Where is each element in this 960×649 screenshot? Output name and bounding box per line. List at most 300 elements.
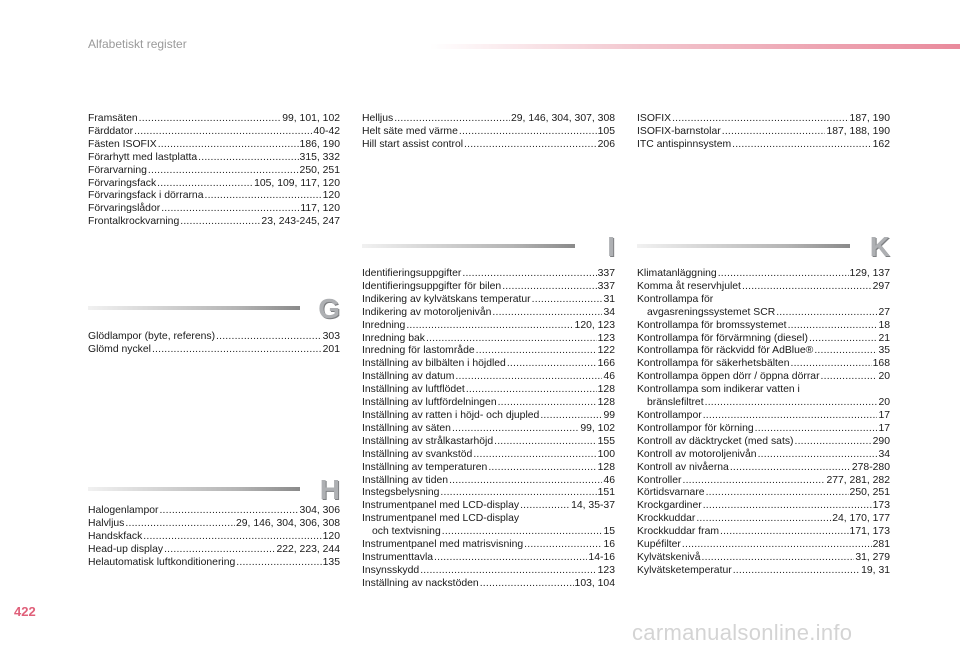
leader-dots	[449, 475, 602, 488]
leader-dots	[507, 358, 597, 371]
index-list-h-cont	[362, 113, 615, 152]
index-entry-pages: 123	[597, 332, 615, 344]
section-letter-h: H	[319, 474, 340, 505]
index-entry	[362, 333, 615, 346]
leader-dots	[776, 307, 877, 320]
index-entry-text: Glömd nyckel	[88, 343, 151, 355]
leader-dots	[205, 190, 322, 203]
index-entry-text: Kontrollampa öppen dörr / öppna dörrar	[637, 371, 820, 383]
index-entry	[637, 320, 890, 333]
index-entry-pages: 278-280	[851, 461, 890, 473]
index-entry	[362, 397, 615, 410]
index-entry-text: Handskfack	[88, 530, 143, 542]
index-entry	[362, 436, 615, 449]
index-entry-pages: 21	[878, 332, 890, 344]
index-entry	[362, 371, 615, 384]
leader-dots	[494, 436, 597, 449]
leader-dots	[790, 358, 871, 371]
index-entry-text: Inställning av ratten i höjd- och djupled	[362, 409, 540, 421]
leader-dots	[420, 565, 596, 578]
leader-dots	[722, 126, 826, 139]
leader-dots	[159, 505, 298, 518]
index-entry	[637, 307, 890, 320]
index-entry	[637, 526, 890, 539]
index-entry-pages: 120, 123	[574, 319, 615, 331]
leader-dots	[821, 371, 878, 384]
index-entry-text: Inställning av temperaturen	[362, 461, 488, 473]
index-entry	[88, 178, 340, 191]
index-entry-pages: 46	[603, 474, 615, 486]
leader-dots	[464, 139, 597, 152]
leader-dots	[480, 578, 574, 591]
index-entry	[637, 436, 890, 449]
index-entry	[637, 371, 890, 384]
index-list-g	[88, 331, 340, 357]
leader-dots	[152, 344, 322, 357]
leader-dots	[426, 333, 597, 346]
index-entry	[637, 358, 890, 371]
index-entry-text: ITC antispinnsystem	[637, 138, 732, 150]
leader-dots	[672, 113, 848, 126]
leader-dots	[520, 500, 570, 513]
leader-dots	[452, 423, 579, 436]
index-entry-text: Komma åt reservhjulet	[637, 280, 741, 292]
index-entry	[362, 294, 615, 307]
index-entry	[362, 423, 615, 436]
index-entry-pages: 15	[603, 526, 615, 538]
index-entry	[637, 423, 890, 436]
leader-dots	[706, 487, 849, 500]
index-entry-text: Klimatanläggning	[637, 268, 717, 279]
index-entry-pages: 304, 306	[299, 505, 340, 516]
leader-dots	[161, 203, 299, 216]
leader-dots	[442, 526, 603, 539]
index-entry-pages: 201	[322, 343, 340, 355]
index-entry-pages: 337	[597, 280, 615, 292]
index-entry-pages: 222, 223, 244	[276, 543, 340, 555]
index-entry	[362, 475, 615, 488]
index-entry-text: Instrumentpanel med LCD-display	[362, 500, 520, 512]
leader-dots	[164, 544, 275, 557]
index-entry-pages: 18	[878, 319, 890, 331]
index-entry	[88, 531, 340, 544]
index-entry	[362, 500, 615, 513]
leader-dots	[473, 449, 596, 462]
leader-dots	[139, 113, 282, 126]
leader-dots	[455, 371, 602, 384]
index-entry-text: Kontrollampor	[637, 409, 702, 421]
index-entry-text: Instrumenttavla	[362, 551, 434, 563]
index-entry-pages: 135	[322, 556, 340, 568]
index-entry-text: Helljus	[362, 113, 394, 124]
leader-dots	[492, 307, 602, 320]
index-entry	[88, 139, 340, 152]
index-entry-pages: 34	[878, 448, 890, 460]
index-entry-text: och textvisning	[372, 526, 441, 538]
running-header-title: Alfabetiskt register	[88, 37, 187, 51]
index-entry-text: Krockgardiner	[637, 500, 702, 512]
leader-dots	[795, 436, 872, 449]
index-entry	[88, 518, 340, 531]
index-entry	[88, 113, 340, 126]
index-entry	[362, 268, 615, 281]
index-entry-pages: 40-42	[313, 125, 340, 137]
index-entry-text: Hill start assist control	[362, 138, 464, 150]
index-entry-text: Inställning av luftflödet	[362, 384, 465, 396]
index-entry-text: avgasreningssystemet SCR	[647, 306, 776, 318]
section-header-g	[88, 293, 340, 323]
index-entry-text: Kontrollampa för säkerhetsbälten	[637, 358, 790, 370]
index-entry-pages: 171, 173	[849, 526, 890, 538]
index-entry	[637, 513, 890, 526]
index-entry-text: Instegsbelysning	[362, 487, 440, 499]
leader-dots	[476, 345, 597, 358]
index-list-k	[637, 268, 890, 578]
index-entry	[362, 384, 615, 397]
index-entry-pages: 168	[872, 358, 890, 370]
leader-dots	[180, 216, 260, 229]
index-entry-text: Inställning av strålkastarhöjd	[362, 435, 494, 447]
index-entry-text: Inställning av datum	[362, 371, 455, 383]
index-entry	[88, 557, 340, 570]
index-entry-text: Förvaringsfack i dörrarna	[88, 190, 204, 202]
index-entry-pages: 14-16	[588, 551, 615, 563]
index-entry-pages: 31	[603, 293, 615, 305]
leader-dots	[730, 462, 851, 475]
index-entry-text: Indikering av motoroljenivån	[362, 306, 492, 318]
index-entry	[637, 268, 890, 281]
index-entry-text: Kontrollampa för räckvidd för AdBlue®	[637, 345, 814, 357]
leader-dots	[440, 487, 596, 500]
index-entry-text: Helautomatisk luftkonditionering	[88, 556, 236, 568]
leader-dots	[532, 294, 603, 307]
leader-dots	[488, 462, 596, 475]
section-header-k	[637, 231, 890, 261]
leader-dots	[758, 449, 878, 462]
index-entry-pages: 162	[872, 138, 890, 150]
index-entry-text: Inredning	[362, 319, 406, 331]
section-divider	[637, 244, 850, 248]
leader-dots	[406, 320, 573, 333]
index-entry-pages: 105	[597, 125, 615, 137]
index-entry-text: Inställning av bilbälten i höjdled	[362, 358, 506, 370]
index-entry-pages: 17	[878, 409, 890, 421]
index-entry-pages: 206	[597, 138, 615, 150]
index-entry	[362, 358, 615, 371]
index-entry-pages: 166	[597, 358, 615, 370]
leader-dots	[158, 139, 299, 152]
index-entry-pages: 123	[597, 564, 615, 576]
leader-dots	[540, 410, 602, 423]
leader-dots	[703, 410, 878, 423]
index-entry-text: Halvljus	[88, 517, 125, 529]
section-letter-i: I	[607, 231, 615, 262]
index-entry-text: Inställning av nackstöden	[362, 577, 479, 589]
index-entry-pages: 297	[872, 280, 890, 292]
index-entry-text: Inställning av luftfördelningen	[362, 397, 497, 409]
index-entry	[637, 539, 890, 552]
leader-dots	[720, 526, 849, 539]
index-entry-text: Head-up display	[88, 543, 164, 555]
section-divider	[88, 487, 300, 491]
index-entry-pages: 35	[878, 345, 890, 357]
index-entry-text: Kontroll av däcktrycket (med sats)	[637, 435, 794, 447]
index-entry-pages: 103, 104	[574, 577, 615, 589]
index-entry-pages: 14, 35-37	[571, 500, 615, 512]
index-entry-pages: 151	[597, 487, 615, 499]
index-entry-pages: 105, 109, 117, 120	[254, 177, 340, 189]
index-entry-text: Instrumentpanel med matrisvisning	[362, 539, 524, 551]
section-header-i	[362, 231, 615, 261]
index-entry-pages: 122	[597, 345, 615, 357]
index-entry-pages: 128	[597, 397, 615, 409]
index-entry-text: Identifieringsuppgifter för bilen	[362, 280, 502, 292]
leader-dots	[125, 518, 235, 531]
leader-dots	[434, 552, 587, 565]
index-entry-text: Kontrollampa för förvärmning (diesel)	[637, 332, 808, 344]
index-entry	[637, 397, 890, 410]
index-entry-text: Framsäten	[88, 113, 138, 124]
index-entry-text: Förvaringslådor	[88, 203, 161, 215]
index-entry-text: Förarhytt med lastplatta	[88, 151, 198, 163]
index-entry-pages: 120	[322, 530, 340, 542]
index-entry-text: Inställning av tiden	[362, 474, 449, 486]
index-entry	[362, 345, 615, 358]
index-entry	[362, 281, 615, 294]
section-letter-g: G	[318, 293, 340, 324]
watermark: carmanualsonline.info	[632, 620, 853, 645]
index-entry	[637, 449, 890, 462]
index-entry-text: Halogenlampor	[88, 505, 159, 516]
index-entry	[88, 126, 340, 139]
leader-dots	[394, 113, 510, 126]
leader-dots	[788, 320, 878, 333]
index-entry	[362, 552, 615, 565]
section-divider	[362, 244, 575, 248]
index-entry	[88, 165, 340, 178]
index-entry	[88, 216, 340, 229]
index-entry	[88, 344, 340, 357]
index-entry-text: ISOFIX	[637, 113, 672, 124]
index-entry	[637, 294, 890, 307]
index-entry	[637, 345, 890, 358]
index-entry-text: Kontroller	[637, 474, 682, 486]
index-entry-pages: 250, 251	[299, 164, 340, 176]
index-entry-pages: 277, 281, 282	[826, 474, 890, 486]
index-entry-pages: 315, 332	[299, 151, 340, 163]
index-entry	[637, 126, 890, 139]
index-entry	[637, 333, 890, 346]
index-entry-pages: 99, 101, 102	[282, 113, 340, 124]
index-entry	[362, 462, 615, 475]
index-entry	[637, 410, 890, 423]
index-entry-text: Färddator	[88, 125, 134, 137]
index-entry-pages: 29, 146, 304, 307, 308	[511, 113, 615, 124]
index-entry	[362, 126, 615, 139]
index-entry-pages: 34	[603, 306, 615, 318]
index-entry	[362, 539, 615, 552]
index-entry	[88, 331, 340, 344]
index-list-f	[88, 113, 340, 229]
index-entry-text: Kontroll av motoroljenivån	[637, 448, 757, 460]
index-entry	[362, 410, 615, 423]
index-list-h	[88, 505, 340, 570]
section-letter-k: K	[869, 231, 890, 262]
index-entry-text: Kontroll av nivåerna	[637, 461, 729, 473]
index-entry-pages: 120	[322, 190, 340, 202]
index-entry	[362, 526, 615, 539]
index-entry	[362, 487, 615, 500]
index-entry	[362, 139, 615, 152]
leader-dots	[718, 268, 849, 281]
index-entry	[637, 552, 890, 565]
index-entry-text: Krockkuddar	[637, 513, 696, 525]
index-entry	[637, 475, 890, 488]
leader-dots	[732, 139, 872, 152]
index-entry-text: Indikering av kylvätskans temperatur	[362, 293, 531, 305]
index-entry-pages: 281	[872, 539, 890, 551]
index-entry	[637, 500, 890, 513]
index-entry-pages: 129, 137	[849, 268, 890, 279]
index-entry-pages: 29, 146, 304, 306, 308	[236, 517, 340, 529]
index-entry-pages: 128	[597, 461, 615, 473]
index-entry	[637, 487, 890, 500]
index-entry	[362, 565, 615, 578]
index-entry	[637, 113, 890, 126]
index-entry-pages: 155	[597, 435, 615, 447]
leader-dots	[755, 423, 878, 436]
index-entry	[362, 113, 615, 126]
leader-dots	[198, 152, 298, 165]
index-entry	[637, 281, 890, 294]
section-divider	[88, 306, 300, 310]
index-entry-pages: 128	[597, 384, 615, 396]
index-entry-text: Körtidsvarnare	[637, 487, 705, 499]
index-list-i	[362, 268, 615, 591]
leader-dots	[459, 126, 597, 139]
index-entry-text: Glödlampor (byte, referens)	[88, 331, 216, 342]
index-entry	[88, 190, 340, 203]
index-entry-text: Kylvätskenivå	[637, 551, 701, 563]
index-entry-text: bränslefiltret	[647, 397, 704, 409]
index-entry-pages: 31, 279	[855, 551, 890, 563]
index-entry-pages: 20	[878, 397, 890, 409]
index-entry-text: Inredning bak	[362, 332, 425, 344]
leader-dots	[809, 333, 877, 346]
index-entry-text: Kontrollampa som indikerar vatten i	[637, 384, 800, 396]
index-entry-text: Instrumentpanel med LCD-display	[362, 513, 520, 525]
leader-dots	[696, 513, 831, 526]
leader-dots	[703, 500, 872, 513]
index-entry	[88, 544, 340, 557]
index-entry-text: Fästen ISOFIX	[88, 138, 157, 150]
index-entry-text: Inställning av svankstöd	[362, 448, 473, 460]
index-entry-text: Kupéfilter	[637, 539, 681, 551]
index-entry-pages: 99, 102	[580, 422, 615, 434]
leader-dots	[466, 384, 597, 397]
leader-dots	[134, 126, 312, 139]
index-entry-pages: 117, 120	[300, 203, 340, 215]
index-entry-text: Krockkuddar fram	[637, 526, 719, 538]
leader-dots	[498, 397, 597, 410]
page-number: 422	[14, 604, 36, 619]
index-entry-text: Identifieringsuppgifter	[362, 268, 462, 279]
index-entry-pages: 187, 188, 190	[826, 125, 890, 137]
index-entry	[88, 152, 340, 165]
index-entry-pages: 16	[603, 539, 615, 551]
leader-dots	[702, 552, 855, 565]
index-entry	[362, 307, 615, 320]
index-entry-pages: 19, 31	[861, 564, 890, 576]
index-entry-pages: 24, 170, 177	[832, 513, 890, 525]
index-entry-text: Kylvätsketemperatur	[637, 564, 732, 576]
index-entry	[88, 203, 340, 216]
index-entry-text: Kontrollampa för	[637, 293, 714, 305]
leader-dots	[216, 331, 322, 344]
index-entry-text: Kontrollampa för bromssystemet	[637, 319, 787, 331]
leader-dots	[742, 281, 872, 294]
leader-dots	[814, 345, 877, 358]
index-entry-pages: 100	[597, 448, 615, 460]
index-entry	[362, 513, 615, 526]
index-entry-pages: 337	[597, 268, 615, 279]
leader-dots	[705, 397, 878, 410]
index-list-i-cont	[637, 113, 890, 152]
index-entry-pages: 186, 190	[299, 138, 340, 150]
index-entry-text: Helt säte med värme	[362, 125, 458, 137]
index-entry-pages: 46	[603, 371, 615, 383]
index-entry	[637, 462, 890, 475]
leader-dots	[462, 268, 596, 281]
index-entry-text: ISOFIX-barnstolar	[637, 125, 721, 137]
leader-dots	[143, 531, 321, 544]
index-entry	[637, 565, 890, 578]
leader-dots	[502, 281, 596, 294]
index-entry	[362, 449, 615, 462]
leader-dots	[733, 565, 860, 578]
index-entry	[362, 320, 615, 333]
index-entry-text: Förarvarning	[88, 164, 147, 176]
index-entry	[637, 139, 890, 152]
index-entry-pages: 250, 251	[849, 487, 890, 499]
index-entry-text: Insynsskydd	[362, 564, 420, 576]
index-entry-text: Inredning för lastområde	[362, 345, 475, 357]
index-entry-text: Kontrollampor för körning	[637, 422, 754, 434]
leader-dots	[236, 557, 321, 570]
index-entry-pages: 20	[878, 371, 890, 383]
index-entry	[88, 505, 340, 518]
leader-dots	[524, 539, 602, 552]
leader-dots	[148, 165, 299, 178]
section-header-h	[88, 474, 340, 504]
index-entry-pages: 27	[878, 306, 890, 318]
index-entry-pages: 173	[872, 500, 890, 512]
index-entry	[362, 578, 615, 591]
index-entry-pages: 17	[878, 422, 890, 434]
index-entry-text: Inställning av säten	[362, 422, 451, 434]
leader-dots	[682, 475, 825, 488]
index-entry-pages: 99	[603, 409, 615, 421]
leader-dots	[682, 539, 872, 552]
index-entry-text: Förvaringsfack	[88, 177, 157, 189]
index-entry-text: Frontalkrockvarning	[88, 216, 180, 228]
header-accent-bar	[430, 44, 960, 49]
index-entry-pages: 187, 190	[849, 113, 890, 124]
leader-dots	[157, 178, 253, 191]
index-entry	[637, 384, 890, 397]
index-entry-pages: 303	[322, 331, 340, 342]
index-entry-pages: 290	[872, 435, 890, 447]
